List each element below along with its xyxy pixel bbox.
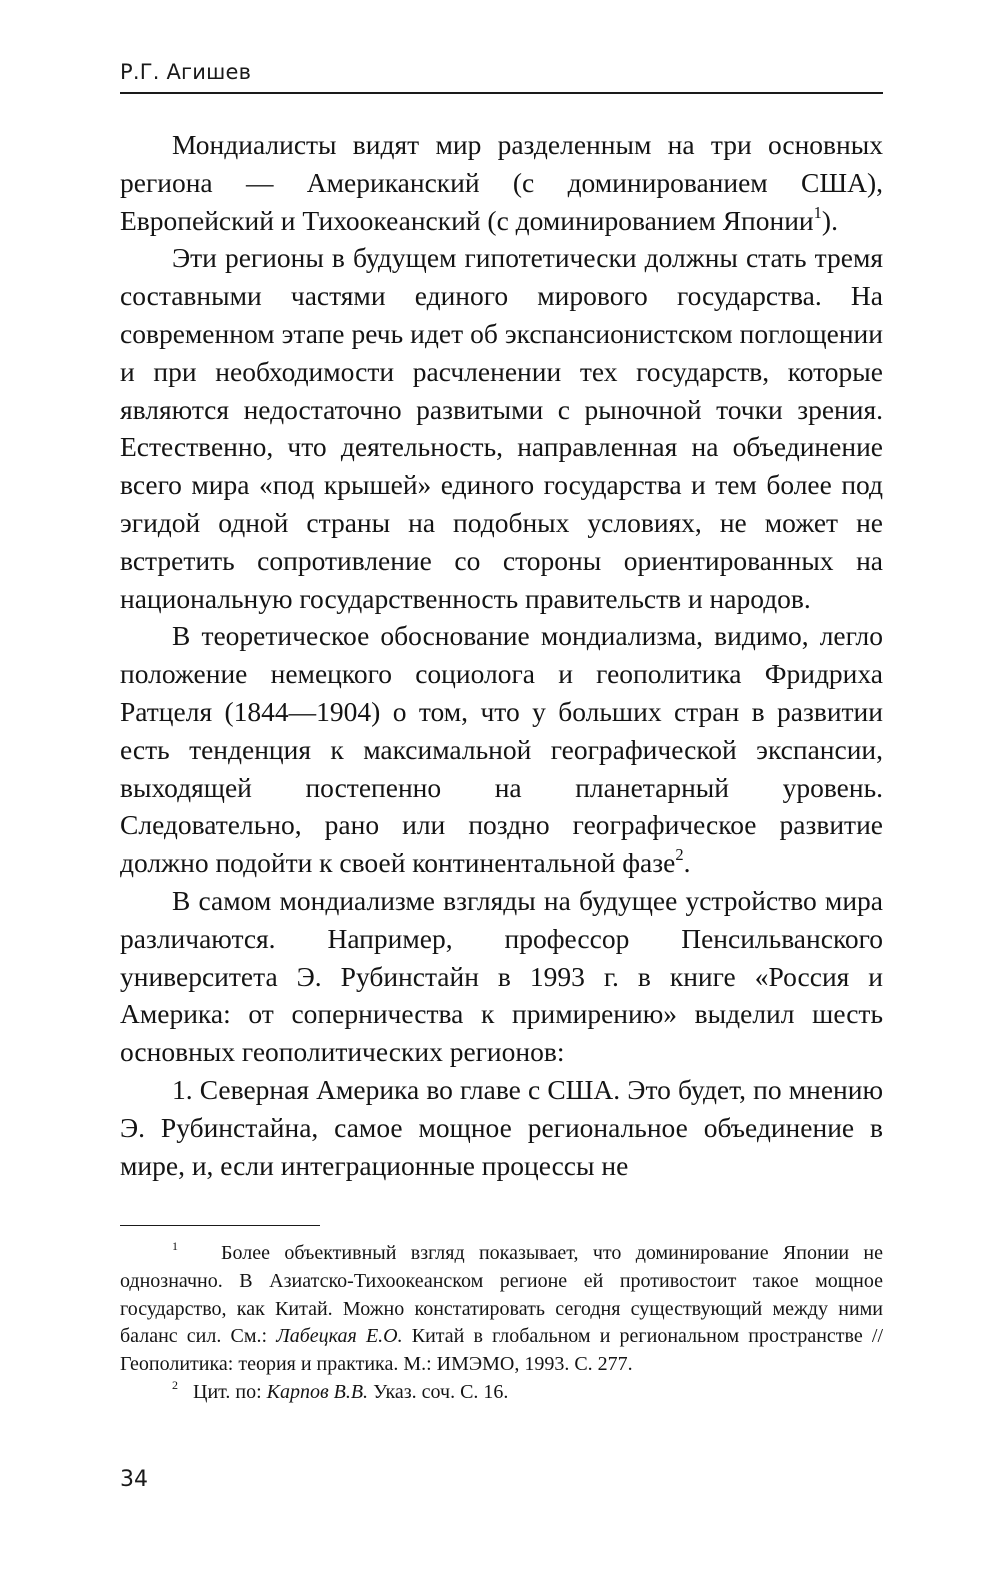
page-number: 34 — [120, 1467, 148, 1492]
footnote-2 — [120, 1379, 883, 1407]
running-head: Р.Г. Агишев — [120, 60, 252, 84]
footnote-ref-1: 1 — [813, 202, 822, 222]
footnotes — [120, 1240, 883, 1407]
footnote-1-source: Китай в глобальном и региональном пространстве // Геополитика: теория и практика. М.: ИМЭМО, 1993. С. 277. — [120, 1325, 883, 1376]
paragraph-1 — [120, 126, 883, 239]
paragraph-3-end: . — [683, 847, 691, 879]
footnote-1 — [120, 1240, 883, 1379]
footnote-ref-2: 2 — [675, 845, 684, 865]
paragraph-3 — [120, 617, 883, 882]
footnote-2-author: Карпов В.В. — [266, 1380, 369, 1403]
footnote-2-source: Указ. соч. С. 16. — [368, 1380, 509, 1403]
paragraph-1-text: Мондиалисты видят мир разделенным на три основных региона — Американский (с доминированием США), Европейский и Тихоокеанский (с доминированием Японии — [120, 129, 883, 236]
main-text — [120, 126, 883, 1184]
footnote-2-text: Цит. по: — [193, 1380, 267, 1403]
footnote-1-text: Более объективный взгляд показывает, что доминирование Японии не однозначно. В Азиатско-Тихоокеанском регионе ей противостоит такое мощное государство, как Китай. Можно констатировать сегодня существующий между ними баланс сил. См.: — [120, 1242, 884, 1348]
paragraph-3-text: В теоретическое обоснование мондиализма, видимо, легло положение немецкого социолога и геополитика Фридриха Ратцеля (1844—1904) о том, что у больших стран в развитии есть тенденция к максимальной географической экспансии, выходящей постепенно на планетарный уровень. Следовательно, рано или поздно географическое развитие должно подойти к своей континентальной фазе — [120, 620, 883, 879]
paragraph-1-end: ). — [821, 204, 838, 236]
paragraph-2: Эти регионы в будущем гипотетически должны стать тремя составными частями единого мирового государства. На современном этапе речь идет об экспансионистском поглощении и при необходимости расчленении тех государств, которые являются недостаточно развитыми с рыночной точки зрения. Естественно, что деятельность, направленная на объединение всего мира «под крышей» единого государства и тем более под эгидой одной страны на подобных условиях, не может не встретить сопротивление со стороны ориентированных на национальную государственность правительств и народов. — [120, 242, 883, 614]
footnote-1-number: 1 — [172, 1239, 178, 1254]
footnote-2-number: 2 — [172, 1378, 178, 1393]
paragraph-4: В самом мондиализме взгляды на будущее устройство мира различаются. Например, профессор Пенсильванского университета Э. Рубинстайн в 1993 г. в книге «Россия и Америка: от соперничества к примирению» выделил шесть основных геополитических регионов: — [120, 884, 883, 1068]
header-rule — [120, 92, 883, 94]
footnote-rule — [120, 1225, 320, 1226]
paragraph-5: 1. Северная Америка во главе с США. Это будет, по мнению Э. Рубинстайна, самое мощное региональное объединение в мире, и, если интеграционные процессы не — [120, 1073, 883, 1181]
footnote-1-author: Лабецкая Е.О. — [276, 1325, 403, 1348]
